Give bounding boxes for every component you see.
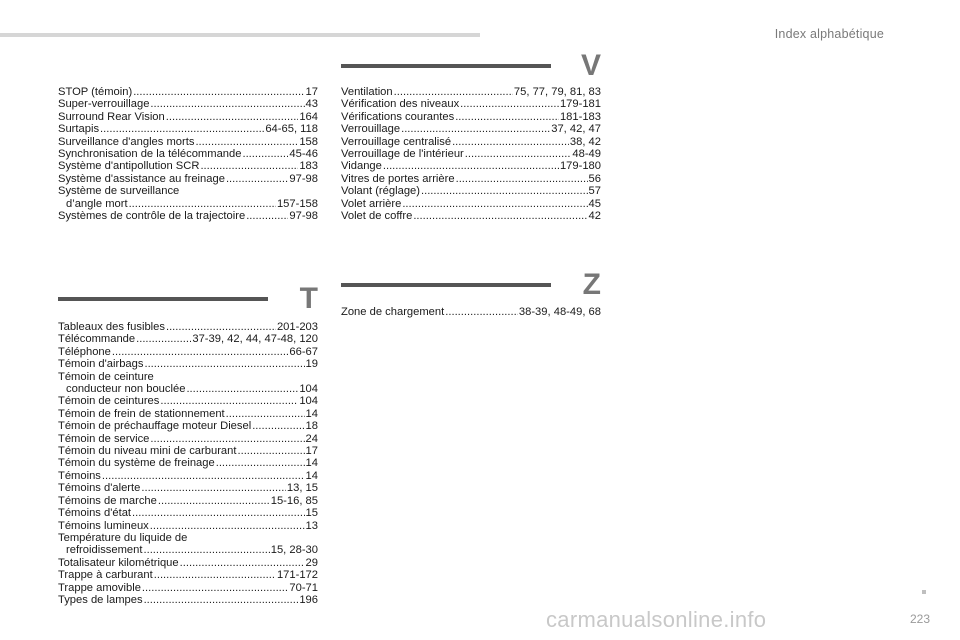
index-term: Volant (réglage)	[341, 185, 420, 198]
dot-leader	[455, 111, 559, 123]
index-pages: 57	[588, 185, 601, 198]
index-term: Télécommande	[58, 333, 136, 346]
index-pages: 37-39, 42, 44, 47-48, 120	[192, 333, 318, 346]
index-column-t	[58, 321, 318, 606]
index-pages: 43	[305, 98, 318, 111]
index-pages: 201-203	[276, 321, 318, 333]
index-pages: 38, 42	[569, 135, 601, 148]
index-term: Témoin d'airbags	[58, 358, 144, 371]
index-term: Témoins de marche	[58, 494, 157, 507]
index-term: Volet arrière	[341, 197, 402, 210]
index-pages: 24	[305, 432, 318, 445]
dot-leader	[242, 148, 288, 160]
section-header-z	[341, 268, 601, 306]
index-pages: 29	[305, 556, 318, 569]
section-header-v	[341, 49, 601, 87]
index-pages: 179-181	[559, 98, 601, 111]
section-rule	[58, 297, 268, 301]
section-letter-z: Z	[582, 268, 601, 301]
dot-leader	[200, 160, 298, 172]
index-term: Tableaux des fusibles	[58, 321, 165, 333]
index-entry	[58, 160, 318, 172]
index-entry	[58, 470, 318, 482]
dot-leader	[144, 358, 304, 370]
index-entry	[58, 445, 318, 457]
index-term: Témoin de préchauffage moteur Diesel	[58, 420, 252, 433]
index-pages: 15-16, 85	[270, 494, 318, 507]
index-term: Vitres de portes arrière	[341, 172, 455, 185]
index-pages: 158	[299, 135, 318, 148]
dot-leader	[456, 173, 588, 185]
index-pages: 19	[305, 358, 318, 371]
index-term: Super-verrouillage	[58, 98, 150, 111]
index-entry	[58, 383, 318, 395]
section-letter-v: V	[580, 49, 601, 82]
dot-leader	[166, 111, 299, 123]
index-column-z	[341, 306, 601, 318]
index-entry	[58, 173, 318, 185]
index-entry	[58, 123, 318, 135]
index-term: Témoins d'état	[58, 507, 132, 520]
dot-leader	[143, 544, 269, 556]
index-entry	[341, 111, 601, 123]
index-entry	[58, 136, 318, 148]
index-pages: 18	[305, 420, 318, 433]
index-pages: 14	[305, 457, 318, 470]
dot-leader	[150, 433, 304, 445]
dot-leader	[150, 98, 304, 110]
dot-leader	[383, 160, 559, 172]
index-entry	[58, 544, 318, 556]
index-pages: 48-49	[572, 148, 601, 161]
section-rule	[341, 64, 551, 68]
index-term: Témoin du niveau mini de carburant	[58, 445, 237, 458]
index-entry	[58, 333, 318, 345]
index-pages: 42	[588, 210, 601, 223]
index-pages: 64-65, 118	[265, 123, 318, 136]
index-term: Surtapis	[58, 123, 100, 136]
index-pages: 37, 42, 47	[551, 123, 601, 136]
index-term: Verrouillage	[341, 123, 401, 136]
index-term: Verrouillage de l'intérieur	[341, 148, 464, 161]
index-entry	[341, 98, 601, 110]
index-term: Témoins lumineux	[58, 519, 149, 532]
index-entry	[58, 185, 318, 197]
dot-leader	[102, 470, 305, 482]
index-pages: 171-172	[276, 569, 318, 582]
header-bar	[0, 33, 480, 37]
index-term: Système d'antipollution SCR	[58, 160, 200, 173]
dot-leader	[133, 86, 304, 98]
index-entry	[341, 123, 601, 135]
dot-leader	[132, 507, 305, 519]
index-pages: 14	[305, 407, 318, 420]
index-entry	[341, 210, 601, 222]
dot-leader	[216, 457, 305, 469]
index-entry	[341, 136, 601, 148]
dot-leader	[195, 136, 298, 148]
index-pages: 66-67	[289, 345, 318, 358]
index-term: Synchronisation de la télécommande	[58, 148, 242, 161]
dot-leader	[252, 420, 304, 432]
index-pages: 157-158	[276, 197, 318, 210]
section-header-t	[58, 282, 318, 320]
index-pages: 13	[305, 519, 318, 532]
dot-leader	[129, 198, 276, 210]
index-entry	[58, 358, 318, 370]
dot-leader	[226, 173, 288, 185]
index-pages: 183	[299, 160, 318, 173]
index-pages: 104	[299, 395, 318, 408]
index-pages: 104	[299, 383, 318, 396]
dot-leader	[421, 185, 588, 197]
page-number: 223	[909, 612, 930, 626]
index-entry	[341, 306, 601, 318]
index-entry	[58, 482, 318, 494]
index-term: Témoin de ceinture	[58, 370, 154, 383]
dot-leader	[112, 346, 289, 358]
index-column-v	[341, 86, 601, 222]
index-term: Surveillance d'angles morts	[58, 135, 195, 148]
index-entry	[58, 86, 318, 98]
dot-leader	[237, 445, 304, 457]
index-term: Totalisateur kilométrique	[58, 556, 179, 569]
dot-leader	[452, 136, 569, 148]
index-term: refroidissement	[66, 544, 143, 557]
index-term: Vérification des niveaux	[341, 98, 460, 111]
index-term: Témoin de frein de stationnement	[58, 407, 225, 420]
index-entry	[58, 198, 318, 210]
index-term: Témoin de service	[58, 432, 150, 445]
index-pages: 17	[305, 86, 318, 98]
dot-leader	[180, 557, 305, 569]
index-entry	[58, 395, 318, 407]
footer-mark	[922, 590, 926, 594]
index-entry	[58, 507, 318, 519]
index-pages: 17	[305, 445, 318, 458]
index-term: Témoin du système de freinage	[58, 457, 215, 470]
dot-leader	[166, 321, 276, 333]
section-rule	[341, 283, 551, 287]
index-term: Système de surveillance	[58, 185, 180, 198]
index-term: Température du liquide de	[58, 531, 188, 544]
index-entry	[341, 160, 601, 172]
dot-leader	[401, 123, 550, 135]
index-term: Ventilation	[341, 86, 393, 98]
index-term: Types de lampes	[58, 593, 143, 606]
section-letter-t: T	[299, 282, 318, 315]
dot-leader	[141, 482, 286, 494]
index-term: Système d'assistance au freinage	[58, 172, 225, 185]
index-entry	[58, 371, 318, 383]
index-entry	[58, 532, 318, 544]
index-term: Témoins	[58, 469, 101, 482]
dot-leader	[144, 594, 299, 606]
index-pages: 196	[299, 593, 318, 606]
dot-leader	[226, 408, 305, 420]
dot-leader	[100, 123, 264, 135]
index-entry	[58, 420, 318, 432]
index-pages: 97-98	[289, 210, 318, 223]
index-entry	[58, 148, 318, 160]
index-entry	[341, 185, 601, 197]
index-term: Trappe amovible	[58, 581, 141, 594]
index-term: conducteur non bouclée	[66, 383, 186, 396]
index-term: Trappe à carburant	[58, 569, 153, 582]
index-term: Volet de coffre	[341, 210, 413, 223]
index-entry	[58, 594, 318, 606]
index-entry	[58, 111, 318, 123]
dot-leader	[154, 569, 276, 581]
dot-leader	[142, 582, 288, 594]
index-entry	[58, 98, 318, 110]
index-entry	[58, 433, 318, 445]
index-term: d’angle mort	[66, 197, 128, 210]
index-term: Témoins d'alerte	[58, 482, 141, 495]
index-pages: 45	[588, 197, 601, 210]
index-pages: 15, 28-30	[270, 544, 318, 557]
index-term: Zone de chargement	[341, 306, 445, 318]
index-pages: 181-183	[559, 110, 601, 123]
index-entry	[341, 173, 601, 185]
dot-leader	[150, 520, 305, 532]
index-term: Verrouillage centralisé	[341, 135, 452, 148]
dot-leader	[158, 495, 270, 507]
index-entry	[58, 408, 318, 420]
index-entry	[341, 86, 601, 98]
index-pages: 75, 77, 79, 81, 83	[513, 86, 601, 98]
index-pages: 179-180	[559, 160, 601, 173]
dot-leader	[160, 395, 298, 407]
index-pages: 164	[299, 110, 318, 123]
index-term: STOP (témoin)	[58, 86, 133, 98]
index-term: Témoin de ceintures	[58, 395, 160, 408]
dot-leader	[460, 98, 559, 110]
index-pages: 70-71	[289, 581, 318, 594]
index-term: Surround Rear Vision	[58, 110, 165, 123]
dot-leader	[186, 383, 298, 395]
watermark: carmanualsonline.info	[546, 607, 767, 632]
index-column-s	[58, 86, 318, 222]
index-pages: 14	[305, 469, 318, 482]
index-pages: 13, 15	[286, 482, 318, 495]
index-entry	[58, 321, 318, 333]
index-pages: 15	[305, 507, 318, 520]
index-entry	[58, 569, 318, 581]
dot-leader	[246, 210, 288, 222]
index-term: Vidange	[341, 160, 382, 173]
index-pages: 38-39, 48-49, 68	[518, 306, 601, 318]
index-entry	[58, 520, 318, 532]
index-entry	[58, 582, 318, 594]
dot-leader	[136, 333, 191, 345]
dot-leader	[413, 210, 587, 222]
page-header-title: Index alphabétique	[774, 27, 884, 41]
index-entry	[58, 495, 318, 507]
dot-leader	[394, 86, 513, 98]
index-entry	[58, 210, 318, 222]
dot-leader	[402, 198, 587, 210]
index-entry	[58, 346, 318, 358]
index-entry	[341, 148, 601, 160]
index-entry	[58, 457, 318, 469]
index-entry	[341, 198, 601, 210]
index-term: Téléphone	[58, 345, 111, 358]
index-pages: 97-98	[289, 172, 318, 185]
index-pages: 45-46	[289, 148, 318, 161]
index-entry	[58, 557, 318, 569]
dot-leader	[445, 306, 518, 318]
index-term: Systèmes de contrôle de la trajectoire	[58, 210, 246, 223]
dot-leader	[465, 148, 572, 160]
index-pages: 56	[588, 172, 601, 185]
index-term: Vérifications courantes	[341, 110, 455, 123]
